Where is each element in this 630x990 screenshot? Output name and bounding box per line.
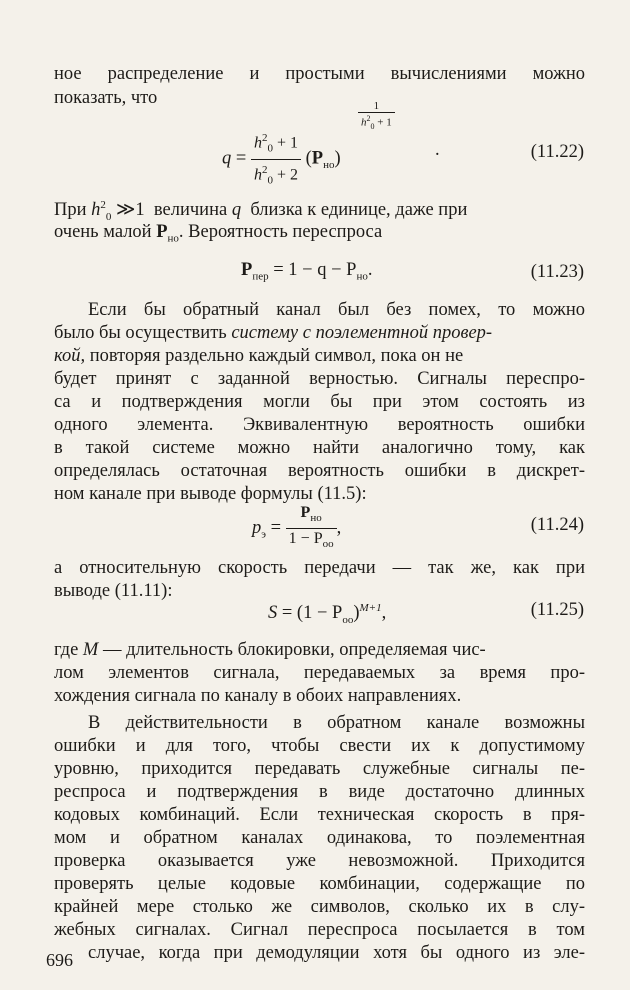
eq-period: . [435,140,440,160]
text-line: Если бы обратный канал был без помех, то можно [88,300,585,320]
text-line-math: кой, повторяя раздельно каждый символ, пока он не [54,346,464,366]
text-line: лом элементов сигнала, передаваемых за время про- [54,663,585,683]
page-number: 696 [46,950,73,970]
text-line-math: очень малой $P_{но}$. Вероятность переспроса [54,222,383,245]
equation-number: (11.23) [530,262,584,282]
text-line: одного элемента. Эквивалентную вероятность ошибки [54,415,585,435]
text-line: хождения сигнала по каналу в обоих направлениях. [54,686,462,706]
text-line: са и подтверждения могли бы при этом состоять из [54,392,585,412]
exponent-fraction: $\frac{1}{h^2_0 + 1}$ [358,100,395,133]
text-line: проверка оказывается уже невозможной. Приходится [54,851,585,871]
text-line: проверять целые кодовые комбинации, содержащие по [54,874,585,894]
text-line: мом и обратном каналах одинакова, то поэлементная [54,828,585,848]
equation-number: (11.24) [530,515,584,535]
text-line: ном канале при выводе формулы (11.5): [54,484,367,504]
text-line: выводе (11.11): [54,581,173,601]
text-line: кодовых комбинаций. Если техническая скорость в пря- [54,805,585,825]
equation-number: (11.25) [530,600,584,620]
text-line-math: При $h^2_0$ ≫1 величина q близка к единице, даже при [54,199,468,223]
text-line: определялась остаточная вероятность ошибки в дискрет- [54,461,585,481]
equation-11-22: q = $\frac{h^2_0 + 1}{h^2_0 + 2}$ $(P_{но})$ [222,128,341,190]
text-line: в такой системе можно найти аналогично тому, как [54,438,585,458]
text-line: жебных сигналах. Сигнал переспроса посылается в том [54,920,585,940]
equation-11-23: $P_{пер} = 1 - q - P_{но}$. [241,260,373,283]
equation-11-24: $p_э$ = $\frac{P_{но}}{1 - P_{оо}}$ , [252,503,341,554]
equation-11-25: $S = (1 - P_{оо})^{M+1}$, [268,602,387,626]
text-line: уровню, приходится передавать служебные сигналы пе- [54,759,585,779]
text-line: респроса и подтверждения в виде достаточно длинных [54,782,585,802]
text-line: ошибки и для того, чтобы свести их к допустимому [54,736,585,756]
text-line: будет принят с заданной верностью. Сигналы переспро- [54,369,585,389]
text-line: ное распределение и простыми вычислениями можно [54,64,585,84]
text-line: показать, что [54,88,158,108]
equation-number: (11.22) [530,142,584,162]
text-line-math: где M — длительность блокировки, определяемая чис- [54,640,486,660]
text-line: а относительную скорость передачи — так же, как при [54,558,585,578]
text-line: крайней мере столько же символов, сколько их в слу- [54,897,585,917]
text-line-math: было бы осуществить систему с поэлементной провер- [54,323,493,343]
text-line: случае, когда при демодуляции хотя бы одного из эле- [88,943,585,963]
text-line: В действительности в обратном канале возможны [88,713,585,733]
fraction: $\frac{h^2_0 + 1}{h^2_0 + 2}$ [251,128,301,190]
